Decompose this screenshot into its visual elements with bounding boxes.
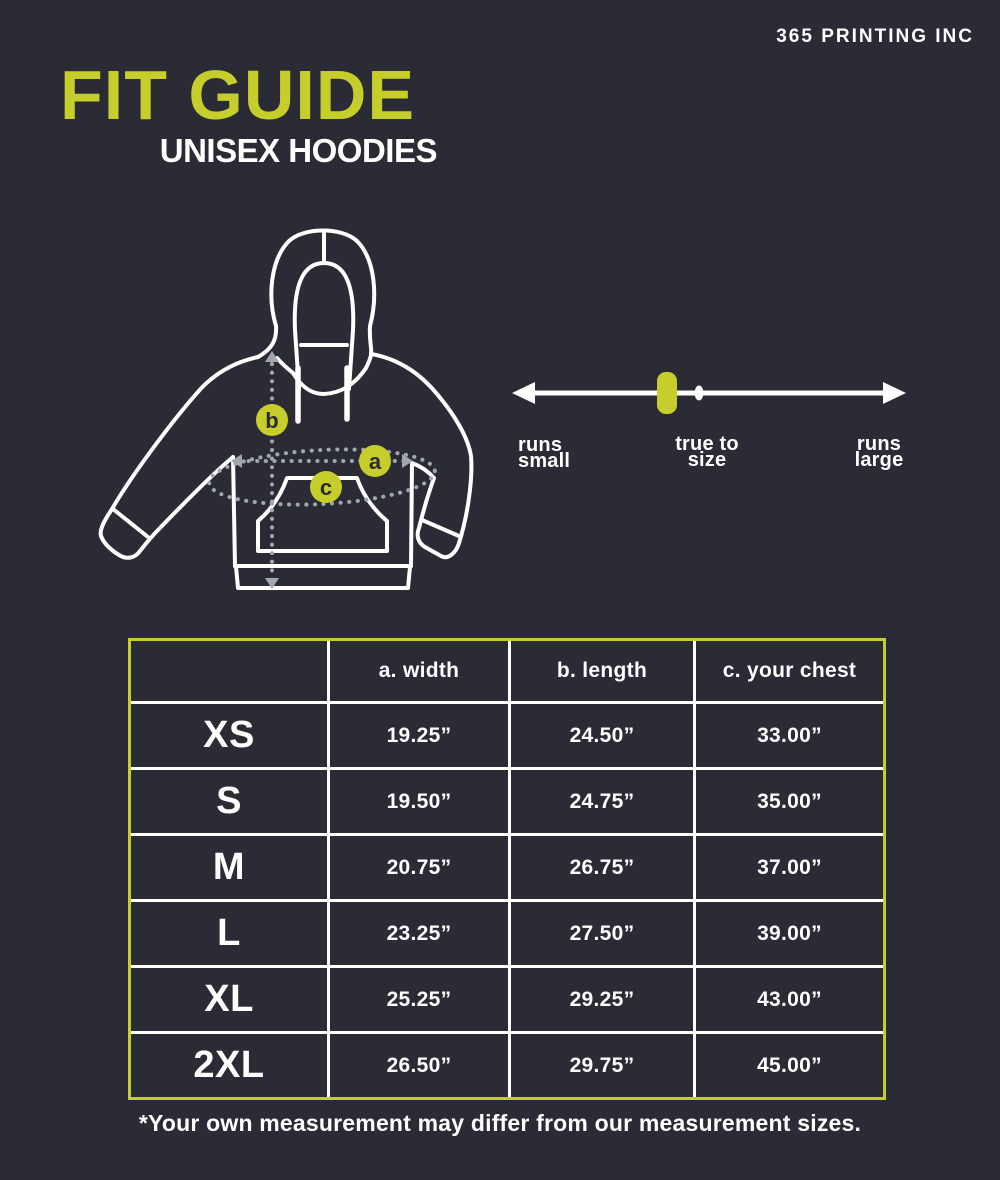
chest-value: 35.00” [696,770,883,833]
size-label: S [131,770,327,833]
scale-label-line: true to [675,433,739,455]
chest-value: 33.00” [696,704,883,767]
chest-value: 43.00” [696,968,883,1031]
scale-center-dot [695,386,704,401]
length-value: 29.75” [511,1034,693,1097]
scale-label-runs-small [518,434,571,472]
length-value: 24.50” [511,704,693,767]
hoodie-outline [101,231,472,589]
marker-b-letter: b [265,408,279,433]
page-subtitle: UNISEX HOODIES [159,132,437,169]
fit-indicator [657,372,677,414]
chest-value: 37.00” [696,836,883,899]
left-cuff-line [113,509,148,537]
width-value: 23.25” [330,902,508,965]
length-value: 26.75” [511,836,693,899]
length-value: 24.75” [511,770,693,833]
length-value: 27.50” [511,902,693,965]
scale-label-line: small [518,450,571,472]
measurement-guides [208,351,437,589]
marker-c-letter: c [319,475,333,500]
size-label: 2XL [131,1034,327,1097]
footnote: *Your own measurement may differ from our measurement sizes. [138,1110,862,1136]
hood-left-fold [277,358,293,373]
scale-label-line: runs [518,434,563,456]
hood-outer [258,231,374,358]
size-table [128,638,886,1100]
right-cuff-line [422,520,459,536]
size-label: XS [131,704,327,767]
hem-band [236,567,410,588]
scale-label-line: runs [856,433,902,455]
size-label: M [131,836,327,899]
scale-arrow-right-icon [883,382,906,404]
header-length: b. length [511,641,693,701]
header-size [131,641,327,701]
body-right-side [411,463,412,566]
collar-curve [293,355,371,394]
scale-label-runs-large [829,433,929,471]
width-value: 26.50” [330,1034,508,1097]
scale-label-true-to-size [647,433,767,471]
scale-arrow-left-icon [512,382,535,404]
title-block [60,56,437,169]
fit-scale [512,372,906,414]
width-value: 19.25” [330,704,508,767]
header-width: a. width [330,641,508,701]
size-label: XL [131,968,327,1031]
width-value: 19.50” [330,770,508,833]
chest-value: 39.00” [696,902,883,965]
brand-name: 365 PRINTING INC [776,26,974,47]
size-label: L [131,902,327,965]
length-value: 29.25” [511,968,693,1031]
size-table-grid [131,641,883,1097]
body-left-side [233,457,235,566]
marker-a-letter: a [368,449,382,474]
header-chest: c. your chest [696,641,883,701]
scale-label-line: size [687,449,727,471]
chest-value: 45.00” [696,1034,883,1097]
width-value: 20.75” [330,836,508,899]
hoodie-diagram [60,215,960,640]
page-title: FIT GUIDE [60,56,416,134]
scale-label-line: large [854,449,904,471]
width-value: 25.25” [330,968,508,1031]
